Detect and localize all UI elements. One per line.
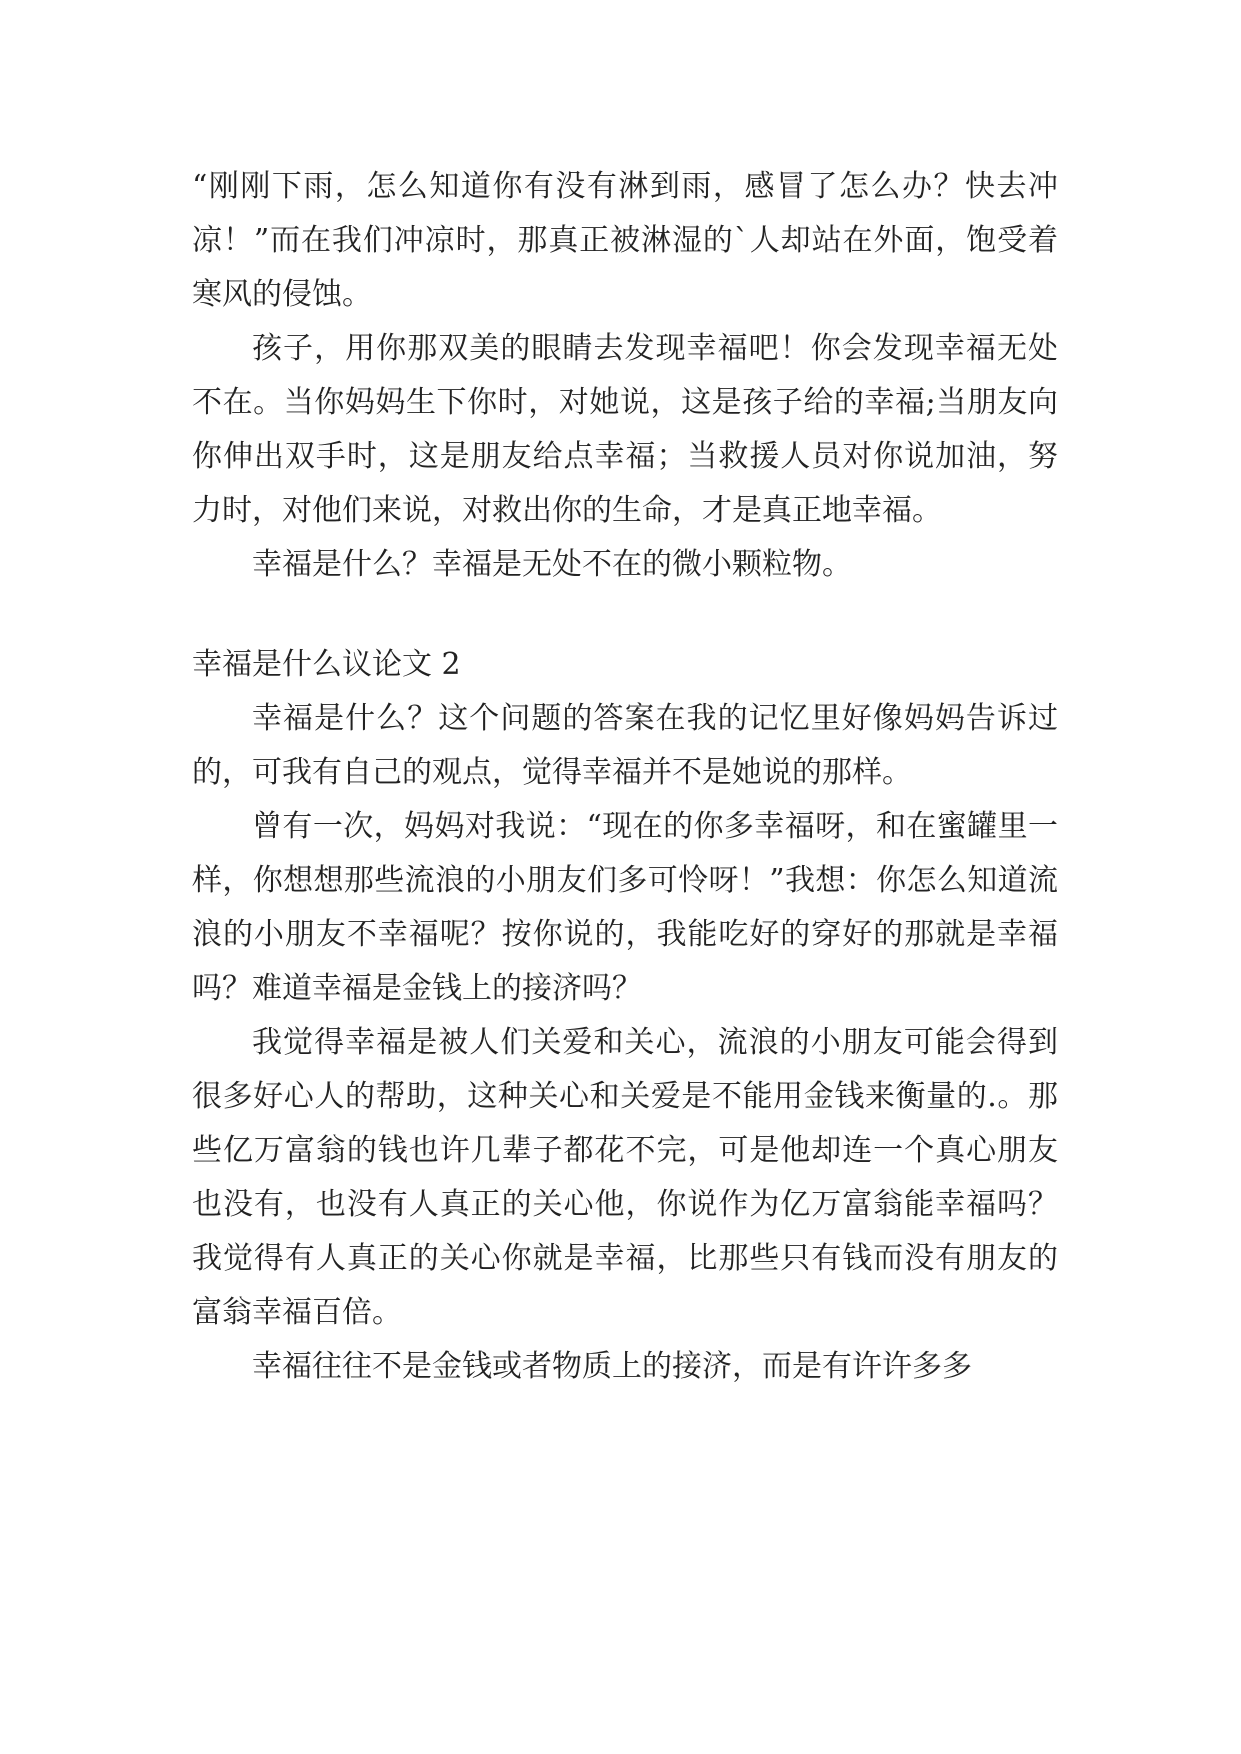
document-page (192, 160, 1058, 1394)
paragraph-care-and-love: 我觉得幸福是被人们关爱和关心，流浪的小朋友可能会得到很多好心人的帮助，这种关心和关爱是不能用金钱来衡量的.。那些亿万富翁的钱也许几辈子都花不完，可是他却连一个真心朋友也没有，也没有人真正的关心他，你说作为亿万富翁能幸福吗？我觉得有人真正的关心你就是幸福，比那些只有钱而没有朋友的富翁幸福百倍。 (192, 1025, 1058, 1330)
section-heading: 幸福是什么议论文 2 (192, 647, 461, 682)
paragraph-not-money: 幸福往往不是金钱或者物质上的接济，而是有许许多多 (252, 1349, 972, 1384)
paragraph-happiness-particles: 幸福是什么？幸福是无处不在的微小颗粒物。 (252, 547, 852, 582)
paragraph-rain: “刚刚下雨，怎么知道你有没有淋到雨，感冒了怎么办？快去冲凉！”而在我们冲凉时，那真正被淋湿的`人却站在外面，饱受着寒风的侵蚀。 (192, 169, 1058, 312)
paragraph-child-eyes: 孩子，用你那双美的眼睛去发现幸福吧！你会发现幸福无处不在。当你妈妈生下你时，对她说，这是孩子给的幸福;当朋友向你伸出双手时，这是朋友给点幸福；当救援人员对你说加油，努力时，对他们来说，对救出你的生命，才是真正地幸福。 (192, 331, 1058, 528)
paragraph-what-is-happiness: 幸福是什么？这个问题的答案在我的记忆里好像妈妈告诉过的，可我有自己的观点，觉得幸福并不是她说的那样。 (192, 701, 1058, 790)
paragraph-mother-said: 曾有一次，妈妈对我说：“现在的你多幸福呀，和在蜜罐里一样，你想想那些流浪的小朋友们多可怜呀！”我想：你怎么知道流浪的小朋友不幸福呢？按你说的，我能吃好的穿好的那就是幸福吗？难道幸福是金钱上的接济吗？ (192, 809, 1058, 1006)
section-spacer (192, 592, 1058, 638)
